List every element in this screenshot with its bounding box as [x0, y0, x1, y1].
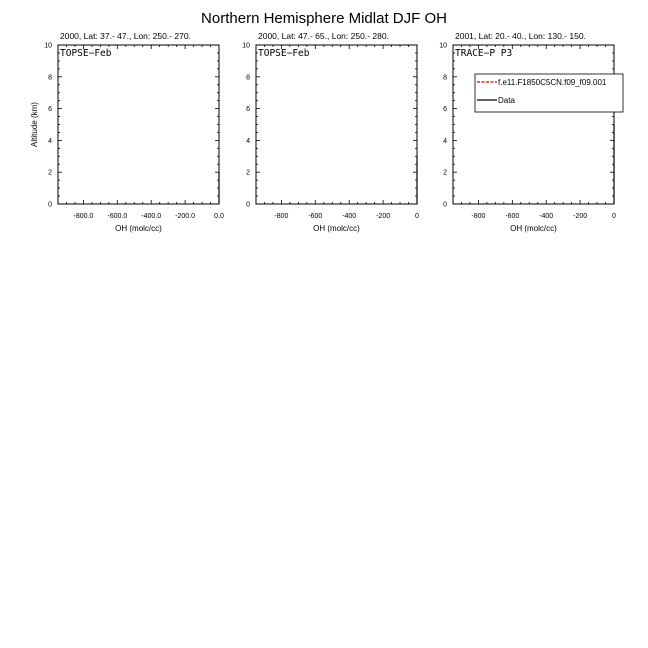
panel-2-ytick-label: 8 — [246, 74, 250, 82]
panel-3-xtick-label: -600 — [505, 213, 520, 220]
panel-3-frame — [453, 45, 614, 204]
panel-1-xtick-label: -400.0 — [141, 213, 162, 220]
panel-1-ylabel: Altitude (km) — [30, 102, 39, 147]
panel-2-ytick-label: 4 — [246, 137, 250, 145]
panel-2-annotation: TOPSE−Feb — [258, 48, 310, 59]
legend-entry-label: f.e11.F1850C5CN.f09_f09.001 — [498, 78, 607, 87]
figure-title: Northern Hemisphere Midlat DJF OH — [201, 10, 447, 27]
panel-2-xtick-label: -200 — [376, 213, 391, 220]
panel-2-title: 2000, Lat: 47.- 65., Lon: 250.- 280. — [258, 31, 389, 41]
panel-1-xtick-label: 0.0 — [214, 213, 224, 220]
panel-2-xtick-label: -800 — [274, 213, 289, 220]
panel-1-ytick-label: 4 — [48, 137, 52, 145]
panel-3-xlabel: OH (molc/cc) — [510, 224, 557, 233]
panel-2-ytick-label: 10 — [242, 42, 250, 50]
panel-1 — [30, 31, 224, 233]
panel-1-ytick-label: 6 — [48, 106, 52, 114]
panel-2-ytick-label: 6 — [246, 106, 250, 114]
panel-3-ytick-label: 6 — [443, 106, 447, 114]
panel-1-frame — [58, 45, 219, 204]
panel-3-ytick-label: 2 — [443, 169, 447, 177]
panel-1-xlabel: OH (molc/cc) — [115, 224, 162, 233]
panels — [30, 31, 623, 233]
panel-1-annotation: TOPSE−Feb — [60, 48, 112, 59]
panel-3-xtick-label: -400 — [539, 213, 554, 220]
panel-1-ytick-label: 2 — [48, 169, 52, 177]
panel-1-ytick-label: 0 — [48, 201, 52, 209]
panel-3-annotation: TRACE−P P3 — [455, 48, 513, 59]
panel-2-xtick-label: -600 — [308, 213, 323, 220]
panel-1-xtick-label: -600.0 — [107, 213, 128, 220]
panel-3-ytick-label: 10 — [439, 42, 447, 50]
panel-3-title: 2001, Lat: 20.- 40., Lon: 130.- 150. — [455, 31, 586, 41]
panel-2-xtick-label: 0 — [415, 213, 419, 220]
panel-3-xtick-label: -800 — [471, 213, 486, 220]
panel-3-ytick-label: 8 — [443, 74, 447, 82]
panel-2-ytick-label: 0 — [246, 201, 250, 209]
panel-1-ytick-label: 8 — [48, 74, 52, 82]
panel-2-ytick-label: 2 — [246, 169, 250, 177]
panel-3-ytick-label: 0 — [443, 201, 447, 209]
legend-entry-label: Data — [498, 96, 515, 105]
panel-3-xtick-label: -200 — [573, 213, 588, 220]
panel-2-frame — [256, 45, 417, 204]
panel-1-title: 2000, Lat: 37.- 47., Lon: 250.- 270. — [60, 31, 191, 41]
panel-2-xlabel: OH (molc/cc) — [313, 224, 360, 233]
panel-2-xtick-label: -400 — [342, 213, 357, 220]
panel-3-ytick-label: 4 — [443, 137, 447, 145]
legend — [475, 74, 623, 112]
panel-2 — [242, 31, 419, 233]
panel-1-xtick-label: -800.0 — [73, 213, 94, 220]
panel-1-xtick-label: -200.0 — [175, 213, 196, 220]
panel-3-xtick-label: 0 — [612, 213, 616, 220]
panel-1-ytick-label: 10 — [44, 42, 52, 50]
panel-3 — [439, 31, 623, 233]
